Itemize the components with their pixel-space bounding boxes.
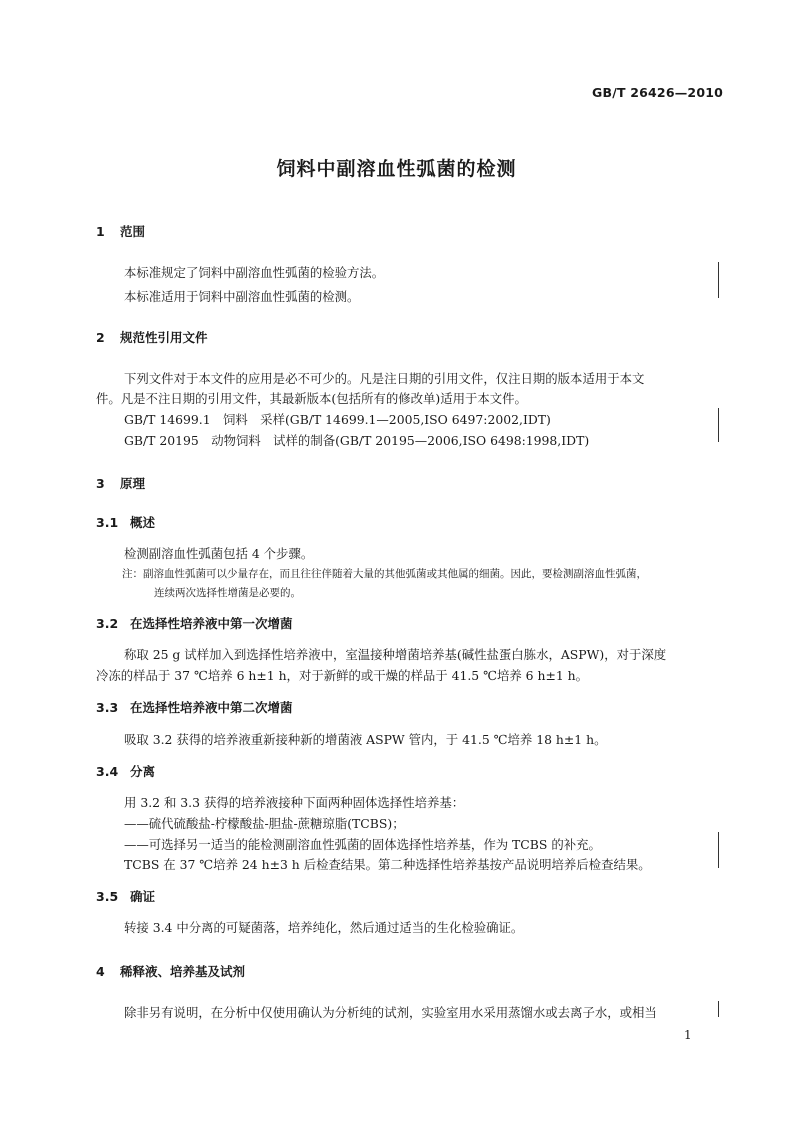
page-number: 1 bbox=[684, 1028, 692, 1042]
subsection-3-1-heading bbox=[96, 513, 155, 531]
reference-item: GB/T 14699.1 饲料 采样(GB/T 14699.1—2005,ISO 6497:2002,IDT) bbox=[124, 412, 551, 427]
subsection-title: 概述 bbox=[130, 515, 156, 530]
subsection-3-3-heading bbox=[96, 698, 293, 716]
revision-bar bbox=[718, 832, 719, 868]
revision-bar bbox=[718, 262, 719, 298]
section-title: 稀释液、培养基及试剂 bbox=[120, 964, 246, 979]
list-item: ——硫代硫酸盐-柠檬酸盐-胆盐-蔗糖琼脂(TCBS)； bbox=[124, 816, 405, 831]
subsection-title: 在选择性培养液中第二次增菌 bbox=[130, 700, 293, 715]
subsection-title: 分离 bbox=[130, 764, 156, 779]
paragraph-line: 吸取 3.2 获得的培养液重新接种新的增菌液 ASPW 管内，于 41.5 ℃培养 18 h±1 h。 bbox=[124, 732, 607, 747]
subsection-number: 3.1 bbox=[96, 515, 119, 530]
page-title: 饲料中副溶血性弧菌的检测 bbox=[276, 158, 517, 180]
section-number: 4 bbox=[96, 964, 105, 979]
subsection-3-4-heading bbox=[96, 762, 155, 780]
paragraph-line: 件。凡是不注日期的引用文件，其最新版本(包括所有的修改单)适用于本文件。 bbox=[96, 391, 527, 406]
section-3-heading bbox=[96, 474, 145, 492]
subsection-number: 3.5 bbox=[96, 889, 119, 904]
revision-bar bbox=[718, 1001, 719, 1017]
subsection-3-2-heading bbox=[96, 614, 293, 632]
paragraph-line: 称取 25 g 试样加入到选择性培养液中，室温接种增菌培养基(碱性盐蛋白胨水，ASPW)，对于深度 bbox=[124, 647, 667, 662]
paragraph-line: 本标准适用于饲料中副溶血性弧菌的检测。 bbox=[124, 289, 360, 304]
note-line: 注：副溶血性弧菌可以少量存在，而且往往伴随着大量的其他弧菌或其他属的细菌。因此，要检测副溶血性弧菌， bbox=[122, 568, 647, 580]
section-number: 2 bbox=[96, 330, 105, 345]
subsection-number: 3.4 bbox=[96, 764, 119, 779]
paragraph-line: 冷冻的样品于 37 ℃培养 6 h±1 h，对于新鲜的或干燥的样品于 41.5 ℃培养 6 h±1 h。 bbox=[96, 668, 589, 683]
subsection-3-5-heading bbox=[96, 887, 155, 905]
subsection-number: 3.2 bbox=[96, 616, 119, 631]
section-title: 原理 bbox=[120, 476, 146, 491]
standard-number: GB/T 26426—2010 bbox=[592, 85, 724, 100]
paragraph-line: 用 3.2 和 3.3 获得的培养液接种下面两种固体选择性培养基： bbox=[124, 795, 465, 810]
reference-item: GB/T 20195 动物饲料 试样的制备(GB/T 20195—2006,ISO 6498:1998,IDT) bbox=[124, 433, 590, 448]
subsection-number: 3.3 bbox=[96, 700, 119, 715]
subsection-title: 确证 bbox=[130, 889, 156, 904]
section-number: 3 bbox=[96, 476, 105, 491]
section-title: 范围 bbox=[120, 224, 146, 239]
section-4-heading bbox=[96, 962, 245, 980]
section-title: 规范性引用文件 bbox=[120, 330, 208, 345]
list-item: ——可选择另一适当的能检测副溶血性弧菌的固体选择性培养基，作为 TCBS 的补充。 bbox=[124, 837, 601, 852]
subsection-title: 在选择性培养液中第一次增菌 bbox=[130, 616, 293, 631]
paragraph-line: 除非另有说明，在分析中仅使用确认为分析纯的试剂，实验室用水采用蒸馏水或去离子水，或相当 bbox=[124, 1005, 657, 1020]
section-number: 1 bbox=[96, 224, 105, 239]
note-line: 连续两次选择性增菌是必要的。 bbox=[154, 587, 301, 599]
paragraph-line: 检测副溶血性弧菌包括 4 个步骤。 bbox=[124, 546, 314, 561]
paragraph-line: TCBS 在 37 ℃培养 24 h±3 h 后检查结果。第二种选择性培养基按产品说明培养后检查结果。 bbox=[124, 857, 651, 872]
paragraph-line: 下列文件对于本文件的应用是必不可少的。凡是注日期的引用文件，仅注日期的版本适用于本文 bbox=[124, 371, 645, 386]
revision-bar bbox=[718, 408, 719, 442]
paragraph-line: 转接 3.4 中分离的可疑菌落，培养纯化，然后通过适当的生化检验确证。 bbox=[124, 920, 524, 935]
section-1-heading bbox=[96, 222, 145, 240]
section-2-heading bbox=[96, 328, 208, 346]
paragraph-line: 本标准规定了饲料中副溶血性弧菌的检验方法。 bbox=[124, 265, 385, 280]
